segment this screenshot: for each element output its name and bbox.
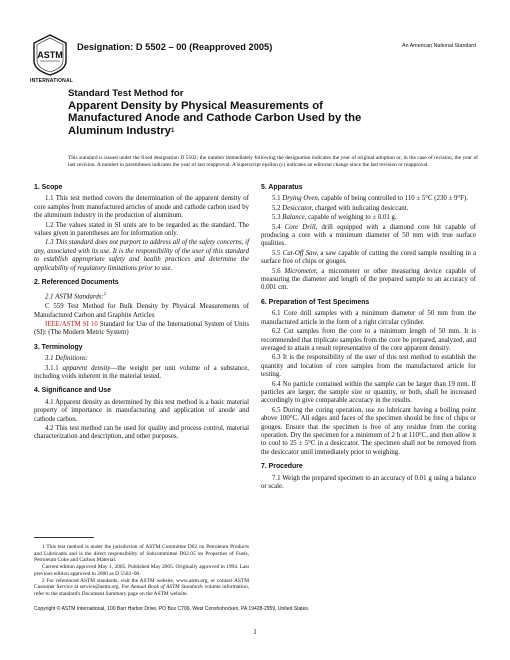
svg-text:ASTM: ASTM bbox=[37, 50, 63, 60]
paragraph-5-3-number: 5.3 bbox=[272, 214, 283, 222]
left-column bbox=[34, 184, 249, 442]
paragraph-5-5: a saw capable of cutting the cored sample resulting in a surface free of chips or gouges. bbox=[261, 249, 477, 266]
paragraph-1-2: 1.2 The values stated in SI units are to be regarded as the standard. The values given in parentheses are for information only. bbox=[34, 221, 249, 238]
copyright-line: Copyright © ASTM International, 100 Barr Harbor Drive, PO Box C700, West Conshohocken, PA 19428-2959, United States. bbox=[34, 606, 310, 612]
term-core-drill: Core Drill, bbox=[284, 223, 318, 231]
term-apparent-density: apparent density bbox=[62, 364, 111, 372]
document-title bbox=[68, 88, 448, 138]
paragraph-5-1-number: 5.1 bbox=[272, 195, 283, 203]
footnote-1-edition: Current edition approved May 1, 2005. Published May 2005. Originally approved in 1994. Last previous edition approved in 2000 as D 5502–00. bbox=[34, 564, 249, 577]
paragraph-6-4: 6.4 No particle contained within the sample can be larger than 19 mm. If particles are larger, the sample size or quantity, or both, shall be increased accordingly to give comparable accuracy in the results. bbox=[261, 380, 476, 405]
term-cut-off-saw: Cut-Off Saw, bbox=[282, 249, 319, 257]
paragraph-5-1: capable of being controlled to 110 ± 5°C (230 ± 9°F). bbox=[319, 195, 468, 203]
paragraph-1-3: 1.3 This standard does not purport to address all of the safety concerns, if any, associated with its use. It is the responsibility of the user of this standard to establish appropriate safety and health practices and determine the applicability of regulatory limitations prior to use. bbox=[34, 239, 249, 272]
paragraph-4-1: 4.1 Apparent density as determined by this test method is a basic material property of importance in manufacturing and application of anode and cathode carbon. bbox=[34, 398, 249, 423]
term-desiccator: Desiccator, bbox=[282, 204, 314, 212]
section-heading-procedure: 7. Procedure bbox=[261, 463, 303, 471]
title-line-4: Aluminum Industry bbox=[68, 125, 171, 138]
footnote-2-start: 2 For referenced ASTM standards, visit the ASTM website, www.astm.org, or contact ASTM Customer Service at service@astm.org. For bbox=[34, 577, 249, 590]
footnote-mark-2: 2 bbox=[103, 291, 106, 297]
footnote-divider bbox=[34, 537, 94, 538]
issued-note: This standard is issued under the fixed designation D 5502; the number immediately following the designation indicates the year of original adoption or, in the case of revision, the year of last revision. A number in parentheses indicates the year of last reapproval. A superscript epsilon (ε) indicates an editorial change since the last revision or reapproval. bbox=[68, 155, 478, 168]
logo-wordmark: INTERNATIONAL bbox=[30, 78, 74, 84]
title-footnote-mark: 1 bbox=[170, 128, 175, 135]
section-heading-scope: 1. Scope bbox=[34, 184, 63, 191]
paragraph-5-5-number: 5.5 bbox=[272, 249, 283, 257]
paragraph-6-2: 6.2 Cut samples from the core to a minimum length of 50 mm. It is recommended that triplicate samples from the core be prepared, analyzed, and averaged to attain a result representative of the core apparent density. bbox=[261, 328, 476, 352]
section-heading-significance: 4. Significance and Use bbox=[34, 387, 111, 395]
footnote-2-end: volume information, refer to the standard's Document Summary page on the ASTM website. bbox=[34, 584, 249, 597]
paragraph-5-2: charged with indicating desiccant. bbox=[313, 204, 409, 212]
paragraph-4-2: 4.2 This test method can be used for quality and process control, material characterization and description, and other purposes. bbox=[34, 425, 249, 441]
title-line-3: Manufactured Anode and Cathode Carbon Used by the bbox=[68, 112, 362, 125]
reference-c559: C 559 Test Method for Bulk Density by Physical Measurements of Manufactured Carbon and Graphite Articles bbox=[34, 303, 249, 319]
paragraph-5-6-number: 5.6 bbox=[272, 267, 285, 275]
paragraph-3-1: 3.1 Definitions: bbox=[45, 355, 88, 363]
term-drying-oven: Drying Oven, bbox=[282, 195, 320, 203]
title-line-1: Standard Test Method for bbox=[68, 88, 184, 99]
paragraph-7-1: 7.1 Weigh the prepared specimen to an accuracy of 0.01 g using a balance or scale. bbox=[261, 474, 476, 490]
paragraph-1-1: 1.1 This test method covers the determination of the apparent density of core samples from manufactured articles of anode and cathode carbon used by the aluminum industry in the production of aluminum. bbox=[34, 195, 249, 220]
term-micrometer: Micrometer, bbox=[284, 267, 318, 275]
section-heading-terminology: 3. Terminology bbox=[34, 343, 83, 351]
reference-si10-text: Standard for Use of the International System of Units (SI): (The Modern Metric System) bbox=[34, 320, 250, 337]
paragraph-5-3: capable of weighing to ± 0.01 g. bbox=[306, 214, 397, 222]
footnote-1: 1 This test method is under the jurisdiction of ASTM Committee D02 on Petroleum Products and Lubricants and is the direct responsibility of Subcommittee D02.05 on Properties of Fuels, Petroleum Coke and Carbon Material. bbox=[34, 544, 249, 563]
section-heading-preparation: 6. Preparation of Test Specimens bbox=[261, 298, 370, 306]
reference-si10-link[interactable]: IEEE/ASTM SI 10 bbox=[45, 320, 98, 328]
section-heading-referenced-documents: 2. Referenced Documents bbox=[34, 279, 119, 287]
page-number: 1 bbox=[253, 628, 257, 636]
title-line-2: Apparent Density by Physical Measurements of bbox=[68, 99, 323, 112]
paragraph-2-1: 2.1 ASTM Standards: bbox=[45, 293, 104, 301]
footnotes bbox=[34, 544, 249, 598]
designation: Designation: D 5502 – 00 (Reapproved 2005) bbox=[77, 42, 273, 52]
paragraph-6-3: 6.3 It is the responsibility of the user of this test method to establish the quantity and location of core samples from the manufactured article for testing. bbox=[261, 354, 476, 379]
paragraph-5-6: a micrometer or other measuring device capable of measuring the diameter and length of the prepared sample to an accuracy of 0.001 cm. bbox=[261, 267, 477, 292]
paragraph-5-4-number: 5.4 bbox=[272, 223, 285, 231]
paragraph-3-1-1-number: 3.1.1 bbox=[45, 364, 63, 372]
footnote-2-book-title: Annual Book of ASTM Standards bbox=[130, 584, 203, 590]
astm-logo-icon bbox=[33, 34, 67, 76]
term-balance: Balance, bbox=[282, 214, 307, 222]
right-column bbox=[261, 184, 476, 491]
paragraph-6-1: 6.1 Core drill samples with a minimum diameter of 50 mm from the manufactured article in the form of a right circular cylinder. bbox=[261, 310, 476, 326]
national-standard-label: An American National Standard bbox=[402, 43, 476, 49]
paragraph-5-2-number: 5.2 bbox=[272, 204, 283, 212]
paragraph-5-4: drill equipped with a diamond core bit capable of producing a core with a minimum diameter of 50 mm with true surface qualities. bbox=[261, 223, 476, 248]
paragraph-6-5: 6.5 During the coring operation, use no lubricant having a boiling point above 100°C. All edges and faces of the specimen should be free of chips or gouges. Ensure that the specimen is free of any residue from the coring operation. Dry the specimen for a minimum of 2 h at 110°C, and then allow it to cool to 25 ± 5°C in a desiccator. The specimen shall not be removed from the desiccator until immediately prior to weighing. bbox=[261, 406, 476, 456]
section-heading-apparatus: 5. Apparatus bbox=[261, 184, 303, 191]
paragraph-3-1-1-definition: —the weight per unit volume of a substance, including voids inherent in the material tested. bbox=[34, 364, 249, 380]
